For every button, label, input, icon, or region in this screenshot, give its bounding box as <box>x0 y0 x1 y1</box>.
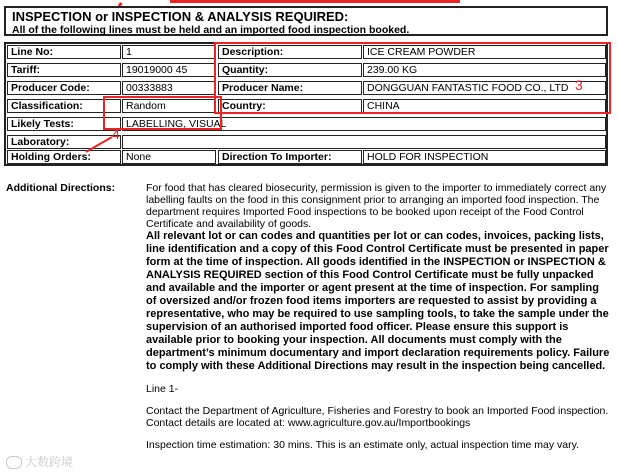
watermark <box>6 453 73 470</box>
description-label: Description: <box>218 45 362 59</box>
directions-estimate: Inspection time estimation: 30 mins. This is an estimate only, actual inspection time may vary. <box>146 439 580 451</box>
quantity-value: 239.00 KG <box>363 63 606 77</box>
direction-to-importer-value: HOLD FOR INSPECTION <box>363 150 606 164</box>
annotation-top-line <box>170 0 460 3</box>
classification-value: Random <box>122 99 216 113</box>
annotation-number-3: 3 <box>575 77 583 93</box>
directions-paragraph-2a: All relevant lot or can codes and quantities per lot or can codes, invoices, packing lists, line identification and a copy of this Food Control Certificate must be presented in paper form at the time of inspection. All goods identified in the INSPECTION or INSPECTION & ANALYSIS REQUIRED section of this Food Control Certificate must be fully unpacked and available and the importer or agent present at the time of inspection. For sampling of oversized and/or frozen food items importers are requested to assist by providing a representative, who may be required to use sampling tools, to take the sample under the supervision of an authorised imported <box>146 230 609 333</box>
likely-tests-value: LABELLING, VISUAL <box>122 117 606 131</box>
watermark-text: 大数跨境 <box>25 455 74 469</box>
additional-directions-text <box>146 182 610 451</box>
laboratory-value <box>122 135 606 149</box>
directions-paragraph-2 <box>146 230 610 373</box>
annotation-box-3 <box>214 42 611 114</box>
directions-line-ref: Line 1- <box>146 383 179 395</box>
direction-to-importer-label: Direction To Importer: <box>218 150 362 164</box>
producer-name-label: Producer Name: <box>218 81 362 95</box>
directions-paragraph-2b: food officer. Please ensure this support is available prior to booking your inspection. All documents must comply with the department’s minimum documentary and import declaration requirements policy. Failure to comply with these Additional Directions may result in the inspection being cancelled. <box>146 321 610 372</box>
tariff-value: 19019000 45 <box>122 63 216 77</box>
inspection-required-header <box>4 6 608 36</box>
holding-orders-value: None <box>122 150 216 164</box>
annotation-number-4: 4 <box>112 126 120 142</box>
quantity-label: Quantity: <box>218 63 362 77</box>
description-value: ICE CREAM POWDER <box>363 45 606 59</box>
directions-paragraph-1: For food that has cleared biosecurity, permission is given to the importer to immediately correct any labelling faults on the food in this consignment prior to arranging an imported food inspection. The department requires Imported Food inspections to be booked upon receipt of the Food Control Certificate and availability of goods. <box>146 182 607 230</box>
additional-directions-label: Additional Directions: <box>6 182 116 194</box>
laboratory-label: Laboratory: <box>7 135 121 149</box>
producer-code-label: Producer Code: <box>7 81 121 95</box>
line-no-value: 1 <box>122 45 216 59</box>
line-no-label: Line No: <box>7 45 121 59</box>
watermark-logo-icon <box>6 456 22 469</box>
producer-code-value: 00333883 <box>122 81 216 95</box>
holding-orders-label: Holding Orders: <box>7 150 121 164</box>
tariff-label: Tariff: <box>7 63 121 77</box>
annotation-box-4 <box>103 96 222 130</box>
country-label: Country: <box>218 99 362 113</box>
header-title: INSPECTION or INSPECTION & ANALYSIS REQUIRED: <box>12 9 349 24</box>
country-value: CHINA <box>363 99 606 113</box>
directions-contact-2: Contact details are located at: www.agriculture.gov.au/Importbookings <box>146 417 471 429</box>
header-subtitle: All of the following lines must be held and an imported food inspection booked. <box>12 24 410 36</box>
directions-contact-1: Contact the Department of Agriculture, Fisheries and Forestry to book an Imported Food inspection. <box>146 405 609 417</box>
classification-label: Classification: <box>7 99 121 113</box>
producer-name-value: DONGGUAN FANTASTIC FOOD CO., LTD <box>363 81 606 95</box>
likely-tests-label: Likely Tests: <box>7 117 121 131</box>
